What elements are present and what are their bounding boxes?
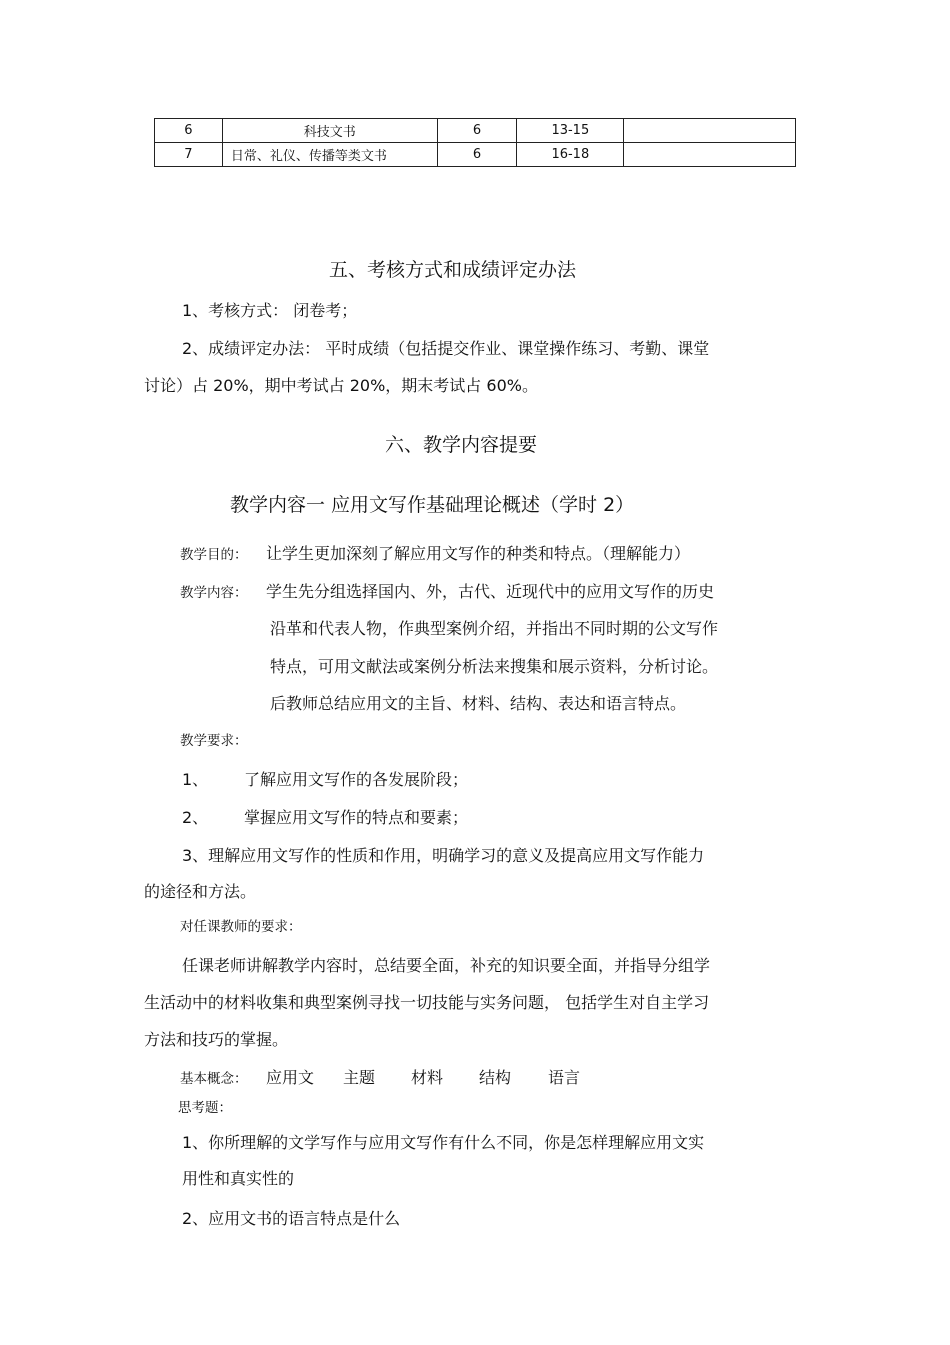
content-line-1: 学生先分组选择国内、外，古代、近现代中的应用文写作的历史 xyxy=(266,582,715,601)
question-1-line-2: 用性和真实性的 xyxy=(182,1169,295,1188)
concepts-label: 基本概念： xyxy=(180,1071,248,1087)
content-line-2: 沿革和代表人物，作典型案例介绍，并指出不同时期的公文写作 xyxy=(270,619,719,638)
goal-label: 教学目的： xyxy=(180,547,248,563)
row-hours: 6 xyxy=(437,119,517,143)
row-note xyxy=(624,143,796,167)
content-line-4: 后教师总结应用文的主旨、材料、结构、表达和语言特点。 xyxy=(270,694,687,713)
row-topic: 日常、礼仪、传播等类文书 xyxy=(222,143,437,167)
concept-term: 应用文 xyxy=(266,1068,315,1087)
question-2: 2、应用文书的语言特点是什么 xyxy=(182,1209,401,1228)
row-weeks: 16-18 xyxy=(517,143,624,167)
question-1-line-1: 1、你所理解的文学写作与应用文写作有什么不同，你是怎样理解应用文实 xyxy=(182,1133,705,1152)
section5-title: 五、考核方式和成绩评定办法 xyxy=(329,259,577,281)
content-line-3: 特点，可用文献法或案例分析法来搜集和展示资料，分析讨论。 xyxy=(270,657,719,676)
req3-line-2: 的途径和方法。 xyxy=(144,882,257,901)
row-topic: 科技文书 xyxy=(222,119,437,143)
questions-label: 思考题： xyxy=(178,1100,232,1116)
content-label: 教学内容： xyxy=(180,585,248,601)
req1-text: 了解应用文写作的各发展阶段； xyxy=(244,770,469,789)
req2-number: 2、 xyxy=(182,808,209,827)
teacher-req-label: 对任课教师的要求： xyxy=(180,919,302,935)
row-number: 6 xyxy=(155,119,223,143)
unit-title: 教学内容一 应用文写作基础理论概述（学时 2） xyxy=(230,494,635,516)
concept-term: 主题 xyxy=(343,1068,376,1087)
grading-line-2: 讨论）占 20%，期中考试占 20%，期末考试占 60%。 xyxy=(144,376,538,395)
teacher-line-1: 任课老师讲解教学内容时，总结要全面，补充的知识要全面，并指导分组学 xyxy=(182,956,711,975)
row-note xyxy=(624,119,796,143)
teacher-line-2: 生活动中的材料收集和典型案例寻找一切技能与实务问题， 包括学生对自主学习 xyxy=(144,993,710,1012)
concept-term: 结构 xyxy=(479,1068,512,1087)
grading-line-1: 2、成绩评定办法： 平时成绩（包括提交作业、课堂操作练习、考勤、课堂 xyxy=(182,339,710,358)
teacher-line-3: 方法和技巧的掌握。 xyxy=(144,1030,289,1049)
row-number: 7 xyxy=(155,143,223,167)
table-row xyxy=(155,119,796,143)
concept-term: 材料 xyxy=(411,1068,444,1087)
req1-number: 1、 xyxy=(182,770,209,789)
row-hours: 6 xyxy=(437,143,517,167)
goal-text: 让学生更加深刻了解应用文写作的种类和特点。（理解能力） xyxy=(266,544,691,563)
req3-line-1: 3、理解应用文写作的性质和作用，明确学习的意义及提高应用文写作能力 xyxy=(182,846,705,865)
requirements-label: 教学要求： xyxy=(180,733,248,749)
req2-text: 掌握应用文写作的特点和要素； xyxy=(244,808,469,827)
row-weeks: 13-15 xyxy=(517,119,624,143)
section6-title: 六、教学内容提要 xyxy=(385,434,538,456)
schedule-table xyxy=(154,118,796,167)
assessment-method: 1、考核方式： 闭卷考； xyxy=(182,301,358,320)
table-row xyxy=(155,143,796,167)
concept-term: 语言 xyxy=(548,1068,581,1087)
